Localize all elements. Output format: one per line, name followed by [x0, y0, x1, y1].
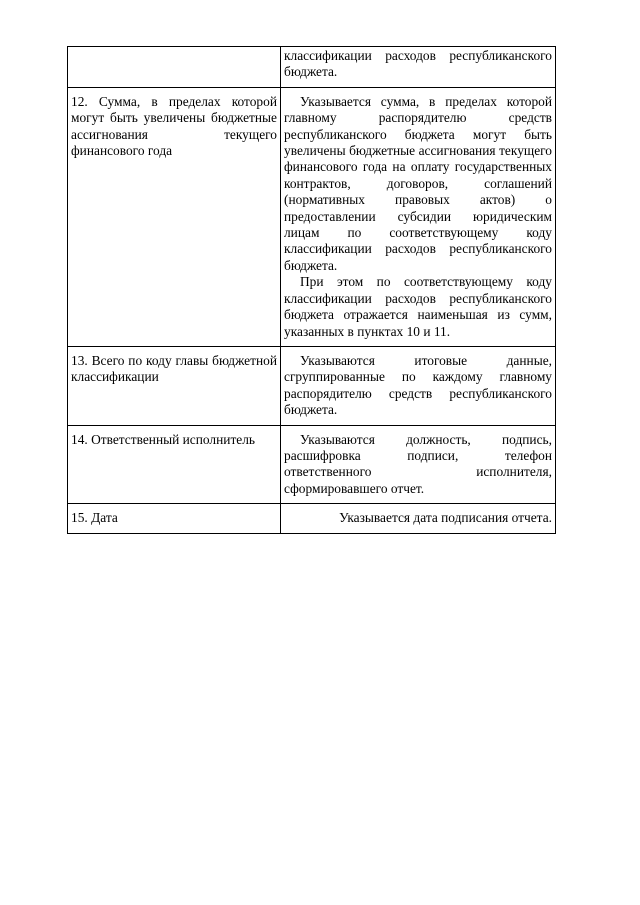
- table-row: [68, 87, 556, 346]
- row-description-cell: [281, 47, 556, 88]
- row-description: При этом по соответствующему коду классификации расходов республиканского бюджета отражается наименьшая из сумм, указанных в пунктах 10 и 11.: [284, 274, 552, 339]
- row-label: 12. Сумма, в пределах которой могут быть увеличены бюджетные ассигнования текущего финансового года: [71, 93, 277, 159]
- row-description: классификации расходов республиканского бюджета.: [284, 48, 552, 80]
- table-row: [68, 425, 556, 504]
- row-description-cell: [281, 346, 556, 425]
- table-row: [68, 504, 556, 533]
- row-label-cell: [68, 47, 281, 88]
- row-description-cell: [281, 504, 556, 533]
- row-label: 14. Ответственный исполнитель: [71, 431, 256, 447]
- row-description: Указывается сумма, в пределах которой главному распорядителю средств республиканского бюджета могут быть увеличены бюджетные ассигнования текущего финансового года на оплату государственных контрактов, договоров, соглашений (нормативных правовых актов) о предоставлении субсидии юридическим лицам по соответствующему коду классификации расходов республиканского бюджета.: [284, 93, 552, 273]
- row-label-cell: [68, 346, 281, 425]
- row-description-cell: [281, 425, 556, 504]
- table-row: [68, 47, 556, 88]
- row-label: 13. Всего по коду главы бюджетной классификации: [71, 352, 277, 385]
- row-label-cell: [68, 87, 281, 346]
- row-description: Указывается дата подписания отчета.: [339, 510, 552, 526]
- instructions-table: [67, 46, 556, 534]
- row-description-cell: [281, 87, 556, 346]
- row-label: 15. Дата: [71, 510, 118, 526]
- row-description: Указываются итоговые данные, сгруппированные по каждому главному распорядителю средств республиканского бюджета.: [284, 352, 552, 418]
- row-label-cell: [68, 504, 281, 533]
- table-row: [68, 346, 556, 425]
- row-label-cell: [68, 425, 281, 504]
- row-description: Указываются должность, подпись, расшифровка подписи, телефон ответственного исполнителя, сформировавшего отчет.: [284, 431, 552, 496]
